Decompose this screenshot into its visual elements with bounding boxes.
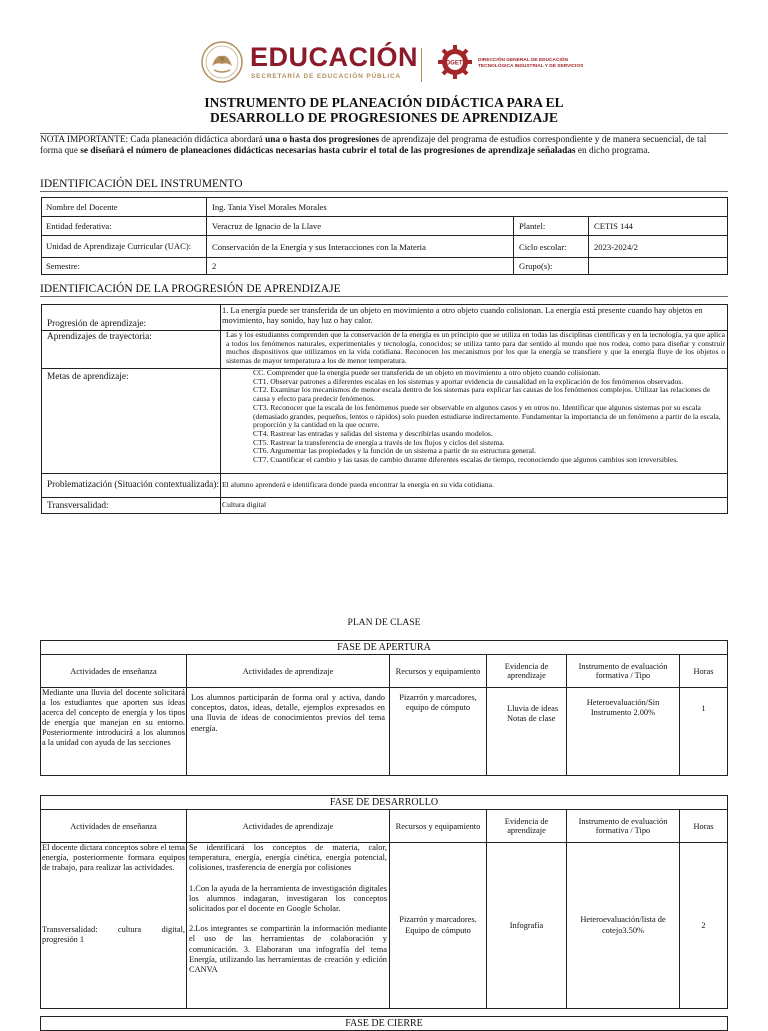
desarrollo-horas: 2 <box>680 843 728 1009</box>
col-horas: Horas <box>680 655 728 688</box>
desarrollo-ensenanza-1: El docente dictara conceptos sobre el tema energía, posteriormente formara equipos de trabajo, para realizar las actividades. <box>42 843 185 872</box>
apertura-title: FASE DE APERTURA <box>41 641 728 655</box>
educacion-brand: EDUCACIÓN <box>250 42 419 72</box>
section-identificacion-instrumento: IDENTIFICACIÓN DEL INSTRUMENTO <box>40 177 728 192</box>
meta-item: CT7. Cuantificar el cambio y las tasas de cambio durante diferentes escalas de tiempo, reconociendo que algunos cambios son irreversibles. <box>253 455 679 465</box>
apertura-ensenanza: Mediante una lluvia del docente solicitará a los estudiantes que aporten sus ideas acerca del concepto de energía y los tipos de energía que manejan en su entorno. Posteriormente introducirá a los alumnos a la unidad con ayuda de las secciones <box>41 688 187 776</box>
col-ensenanza: Actividades de enseñanza <box>41 810 187 843</box>
col-recursos: Recursos y equipamiento <box>390 655 487 688</box>
desarrollo-evidencia: Infografía <box>487 843 567 1009</box>
trayectoria-value: Las y los estudiantes comprenden que la conservación de la energía es un principio que se utiliza en todas las disciplinas científicas y en la tecnología, ya que aplica a todos los fenómenos naturales, experimentales y tecnología, conocidos; se utiliza tanto para dar sentido al mundo que nos rodea, como para diseñar y construir muchos dispositivos que utilizamos en la vida cotidiana. Reconocen los mecanismos por los que la energía se transfiere y que la energía fluye de los objetos o sistemas de mayor temperatura a los de menor temperatura. <box>221 331 728 369</box>
apertura-instrumento: Heteroevaluación/Sin Instrumento 2.00% <box>567 688 680 776</box>
metas-list <box>221 369 728 474</box>
identification-table <box>41 197 728 275</box>
desarrollo-aprendizaje-1: Se identificará los conceptos de materia, calor, temperatura, energía, energía cinética, energía potencial, colisiones, trasferencia de energía por colisiones <box>189 843 387 873</box>
col-aprendizaje: Actividades de aprendizaje <box>187 810 390 843</box>
dgeti-gear-label: DGETI <box>445 60 465 67</box>
section-identificacion-progresion: IDENTIFICACIÓN DE LA PROGRESIÓN DE APRENDIZAJE <box>40 282 728 297</box>
apertura-aprendizaje: Los alumnos participarán de forma oral y activa, dando conceptos, datos, ideas, detalle, ejemplos expresados en una lluvia de ideas de conocimientos previos del tema energía. <box>187 688 390 776</box>
transversalidad-label: Transversalidad: <box>42 498 221 514</box>
apertura-evidencia-2: Notas de clase <box>507 714 556 723</box>
note-text-2: de aprendizaje del programa de estudios correspondiente y de manera secuencial, de tal forma que <box>40 135 707 156</box>
meta-item: CT2. Examinar los mecanismos de menor escala dentro de los sistemas para explicar las causas de los fenómenos complejos. Utilizar las relaciones de causa y efecto para predecir fenómenos. <box>253 385 711 404</box>
desarrollo-recursos: Pizarrón y marcadores. Equipo de cómputo <box>390 843 487 1009</box>
apertura-table <box>40 640 728 776</box>
plan-de-clase-title: PLAN DE CLASE <box>347 617 421 628</box>
desarrollo-aprendizaje-3: 2.Los integrantes se compartirán la información mediante el uso de las herramientas de colaboración y comunicación. 3. Elaboraran una infografía del tema Energía, utilizando las herramientas de creación y edición CANVA <box>189 924 387 975</box>
dgeti-line-1: DIRECCIÓN GENERAL DE EDUCACIÓN <box>478 58 568 63</box>
progresion-label: Progresión de aprendizaje: <box>42 305 221 331</box>
entidad-value: Veracruz de Ignacio de la Llave <box>207 217 514 236</box>
docente-value: Ing. Tania Yisel Morales Morales <box>207 198 728 217</box>
col-aprendizaje: Actividades de aprendizaje <box>187 655 390 688</box>
note-bold-2: se diseñará el número de planeaciones didácticas necesarias hasta cubrir el total de las progresiones de aprendizaje señaladas <box>80 146 576 156</box>
meta-item: CT5. Rastrear la transferencia de energía a través de los flujos y ciclos del sistema. <box>253 437 505 447</box>
document-title <box>0 95 768 125</box>
transversalidad-value: Cultura digital <box>221 498 728 514</box>
col-ensenanza: Actividades de enseñanza <box>41 655 187 688</box>
dgeti-gear-icon <box>437 44 473 80</box>
progression-table <box>41 304 728 514</box>
apertura-recursos: Pizarrón y marcadores, equipo de cómputo <box>390 688 487 776</box>
meta-item: CC. Comprender que la energía puede ser transferida de un objeto en movimiento a otro objeto cuando colisionan. <box>253 368 601 377</box>
header-divider <box>421 48 422 82</box>
semestre-value: 2 <box>207 258 514 275</box>
col-instrumento: Instrumento de evaluación formativa / Tipo <box>567 655 680 688</box>
title-line-2: DESARROLLO DE PROGRESIONES DE APRENDIZAJE <box>209 110 559 125</box>
note-bold-1: una o hasta dos progresiones <box>265 135 379 145</box>
col-instrumento: Instrumento de evaluación formativa / Tipo <box>567 810 680 843</box>
problematizacion-value: El alumno aprenderá e identificara donde pueda encontrar la energía en su vida cotidiana. <box>221 474 728 498</box>
title-line-1: INSTRUMENTO DE PLANEACIÓN DIDÁCTICA PARA EL <box>204 95 564 110</box>
col-recursos: Recursos y equipamiento <box>390 810 487 843</box>
desarrollo-table <box>40 795 728 1009</box>
plantel-label: Plantel: <box>514 217 589 236</box>
note-text-1: NOTA IMPORTANTE: Cada planeación didáctica abordará <box>40 135 266 145</box>
meta-item: CT1. Observar patrones a diferentes escalas en los sistemas y aportar evidencia de causalidad en la explicación de los fenómenos observados. <box>253 376 684 386</box>
trayectoria-label: Aprendizajes de trayectoria: <box>42 331 221 369</box>
ciclo-label: Ciclo escolar: <box>514 236 589 258</box>
cierre-title: FASE DE CIERRE <box>41 1017 728 1031</box>
grupo-value <box>589 258 728 275</box>
ciclo-value: 2023-2024/2 <box>589 236 728 258</box>
plantel-value: CETIS 144 <box>589 217 728 236</box>
docente-label: Nombre del Docente <box>42 198 207 217</box>
col-evidencia: Evidencia de aprendizaje <box>487 655 567 688</box>
col-evidencia: Evidencia de aprendizaje <box>487 810 567 843</box>
entidad-label: Entidad federativa: <box>42 217 207 236</box>
sep-eagle-seal <box>200 40 244 84</box>
dgeti-line-2: TECNOLÓGICA INDUSTRIAL Y DE SERVICIOS <box>478 64 584 69</box>
uac-label: Unidad de Aprendizaje Curricular (UAC): <box>42 236 207 258</box>
metas-label: Metas de aprendizaje: <box>42 369 221 474</box>
desarrollo-aprendizaje-2: 1.Con la ayuda de la herramienta de investigación digitales los alumnos indagaran, investigaran los conceptos solicitados por el docente en Google Scholar. <box>189 883 387 914</box>
sep-subtitle: SECRETARÍA DE EDUCACIÓN PÚBLICA <box>251 73 402 80</box>
note-text-3: en dicho programa. <box>575 146 650 156</box>
progresion-value: 1. La energía puede ser transferida de un objeto en movimiento a otro objeto cuando colisionan. La energía está presente cuando hay objetos en movimiento, hay sonido, hay luz o hay calor. <box>221 305 728 331</box>
grupo-label: Grupo(s): <box>514 258 589 275</box>
desarrollo-title: FASE DE DESARROLLO <box>41 796 728 810</box>
desarrollo-ensenanza-2: Transversalidad: cultura digital, progresión 1 <box>42 925 185 944</box>
uac-value: Conservación de la Energía y sus Interacciones con la Materia <box>207 236 514 258</box>
col-horas: Horas <box>680 810 728 843</box>
meta-item: CT3. Reconocer que la escala de los fenómenos puede ser observable en algunos casos y en otros no. Identificar que algunos sistemas por su escala (demasiado grandes, pequeños, lentos o rápidos) solo pueden estudiarse indirectamente. Fundamentar la importancia de un fenómeno a partir de la escala, proporción y la cantidad en la que ocurre. <box>253 402 721 430</box>
meta-item: CT6. Argumentar las propiedades y la función de un sistema a partir de su estructura general. <box>253 446 537 456</box>
semestre-label: Semestre: <box>42 258 207 275</box>
problematizacion-label: Problematización (Situación contextualizada): <box>42 474 221 498</box>
important-note <box>40 133 728 157</box>
apertura-evidencia-1: Lluvia de ideas <box>507 704 559 713</box>
meta-item: CT4. Rastrear las entradas y salidas del sistema y describirlas usando modelos. <box>253 428 493 438</box>
desarrollo-instrumento: Heteroevaluación/lista de cotejo3.50% <box>567 843 680 1009</box>
apertura-horas: 1 <box>680 688 728 776</box>
